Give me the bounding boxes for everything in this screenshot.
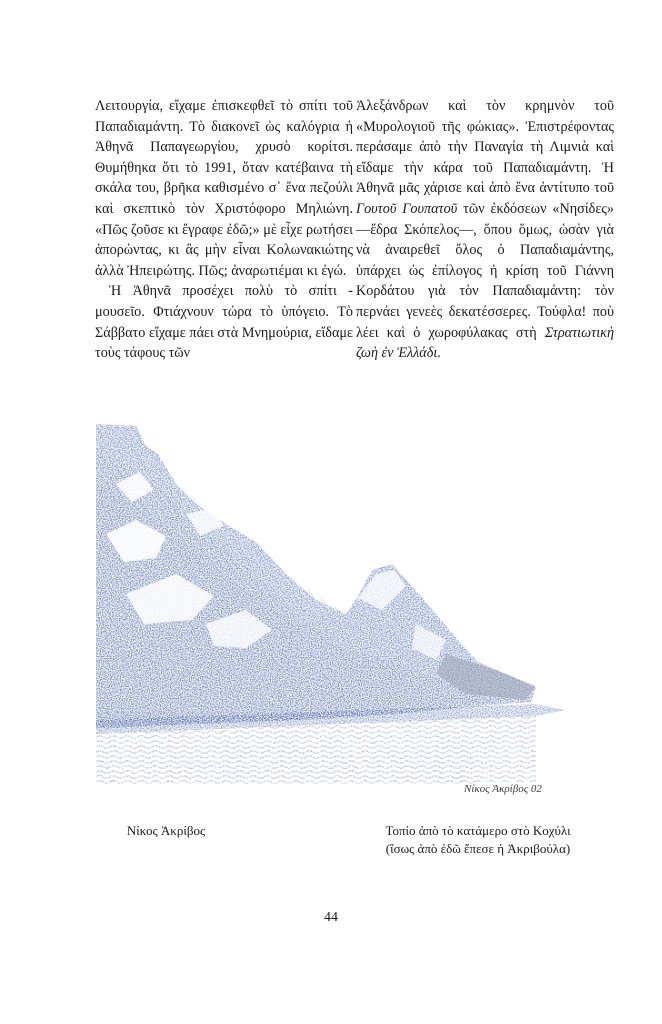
page-number: 44 <box>324 910 338 925</box>
paragraph: Λειτουργία, εἴχαμε ἐπισκεφθεῖ τὸ σπίτι τοῦ Παπαδιαμάντη. Τὸ διακονεῖ ὡς καλόγρια ἡ Ἀθηνᾶ Παπαγεωργίου, χρυσὸ κορίτσι. Θυμήθηκα ὅτι τὸ 1991, ὅταν κατέβαινα τὴ σκάλα του, βρῆκα καθισμένο σ᾽ ἕνα πεζούλι καὶ σκεπτικὸ τὸν Χριστόφορο Μηλιώνη. «Πῶς ζοῦσε κι ἔγραφε ἐδῶ;» μὲ εἶχε ρωτήσει ἀπορώντας, κι ἂς μὴν εἶναι Κολωνακιώτης ἀλλὰ Ἠπειρώτης. Πῶς; ἀναρωτιέμαι κι ἐγώ. <box>95 98 353 279</box>
book-title: Γουτοῦ Γουπατοῦ <box>356 200 458 217</box>
caption-description <box>360 822 596 858</box>
caption-line: (ἴσως ἀπὸ ἐδῶ ἔπεσε ἡ Ἀκριβούλα) <box>385 841 571 856</box>
text-column-right <box>356 96 614 364</box>
paragraph <box>356 96 614 364</box>
caption-artist: Νίκος Ἀκρίβος <box>126 823 206 838</box>
text-run: Ἀλεξάνδρων καὶ τὸν κρημνὸν τοῦ «Μυρολογιοῦ τῆς φώκιας». Ἐπιστρέφοντας περάσαμε ἀπὸ τὴν Παναγία τὴ Λιμνιὰ καὶ εἴδαμε τὴν κάρα τοῦ Παπαδιαμάντη. Ἡ Ἀθηνᾶ μᾶς χάρισε καὶ ἀπὸ ἕνα ἀντίτυπο τοῦ <box>356 98 614 197</box>
text-column-left <box>95 96 353 364</box>
book-title: Στρατιωτικὴ ζωὴ ἐν Ἑλλάδι <box>356 324 614 362</box>
paragraph: Ἡ Ἀθηνᾶ προσέχει πολὺ τὸ σπίτι - μουσεῖο. Φτιάχνουν τώρα τὸ ὑπόγειο. Τὸ Σάββατο εἴχαμε πάει στὰ Μνημούρια, εἴδαμε τοὺς τάφους τῶν <box>95 283 353 362</box>
coastal-cliff-drawing <box>96 424 576 808</box>
text-run: τῶν ἐκδόσεων «Νησίδες» —ἕδρα Σκόπελος—, ὅπου ὅμως, ὡσὰν γιὰ νὰ ἀναιρεθεῖ ὅλος ὁ Παπαδιαμάντης, ὑπάρχει ὡς ἐπίλογος ἡ κρίση τοῦ Γιάννη Κορδάτου γιὰ τὸν Παπαδιαμάντη: τὸν περνάει γενεὲς δεκατέσσερες. Τούφλα! ποὺ λέει καὶ ὁ χωροφύλακας στὴ <box>356 200 614 341</box>
artist-signature: Νίκος Ἀκρίβος 02 <box>464 783 542 795</box>
caption-line: Τοπίο ἀπὸ τὸ κατάμερο στὸ Κοχύλι <box>385 823 571 838</box>
text-run: . <box>437 345 441 362</box>
